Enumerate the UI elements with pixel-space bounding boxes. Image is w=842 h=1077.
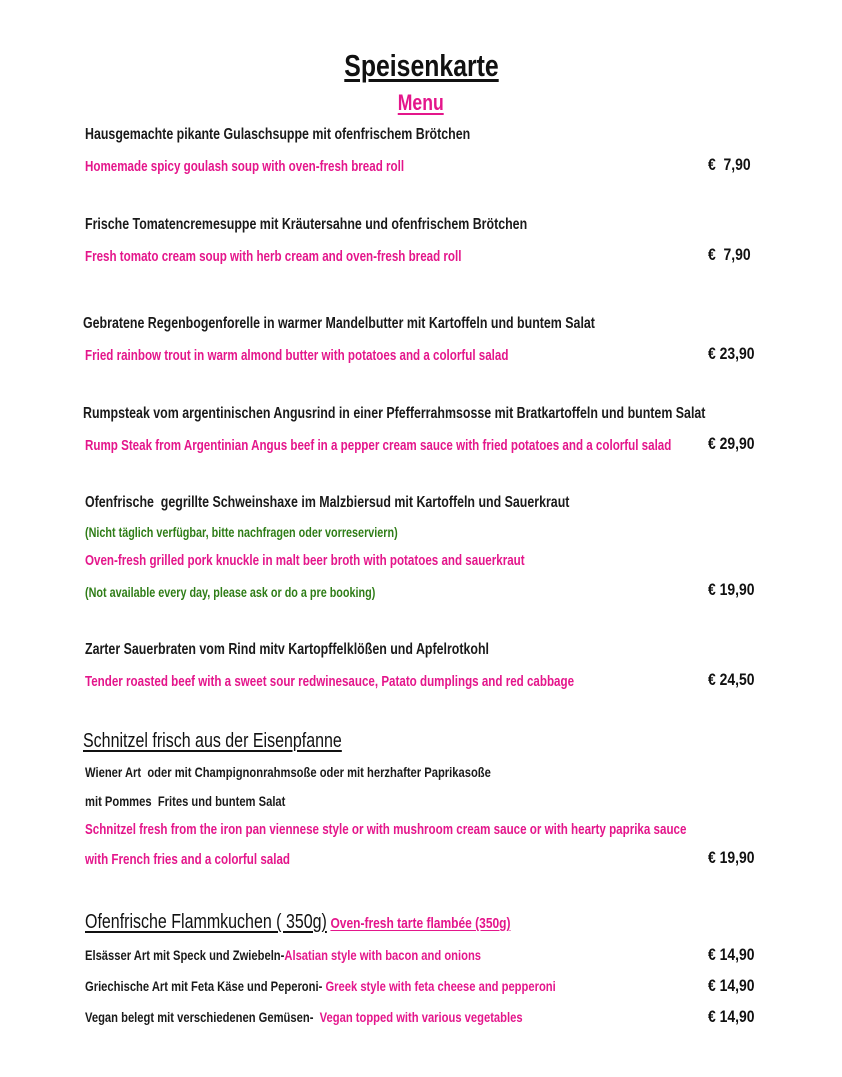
page-title-wrap (0, 48, 842, 84)
page-subtitle-wrap (0, 90, 842, 116)
dish-sauerbraten-price: € 24,50 (708, 670, 755, 689)
dish-goulash-price: € 7,90 (708, 155, 751, 174)
schnitzel-en-line1: Schnitzel fresh from the iron pan viennese style or with mushroom cream sauce or with hearty paprika sauce (85, 822, 687, 838)
dish-pork-knuckle-note-de: (Nicht täglich verfügbar, bitte nachfragen oder vorreserviern) (85, 525, 398, 540)
flammkuchen-heading-en: Oven-fresh tarte flambée (350g) (330, 915, 511, 932)
dish-pork-knuckle-price: € 19,90 (708, 580, 755, 599)
dish-rumpsteak-price: € 29,90 (708, 434, 755, 453)
dish-trout-price: € 23,90 (708, 344, 755, 363)
flammkuchen-item-greek: Griechische Art mit Feta Käse und Peperoni- Greek style with feta cheese and pepperoni (85, 978, 556, 994)
flammkuchen-heading-de: Ofenfrische Flammkuchen ( 350g) (85, 911, 327, 933)
schnitzel-heading: Schnitzel frisch aus der Eisenpfanne (83, 730, 342, 752)
dish-tomato-de: Frische Tomatencremesuppe mit Kräutersahne und ofenfrischem Brötchen (85, 216, 528, 233)
dish-tomato-en: Fresh tomato cream soup with herb cream and oven-fresh bread roll (85, 249, 462, 265)
flammkuchen-alsatian-price: € 14,90 (708, 945, 755, 964)
page-title: Speisenkarte (343, 48, 499, 83)
dish-rumpsteak-en: Rump Steak from Argentinian Angus beef in a pepper cream sauce with fried potatoes and a colorful salad (85, 438, 672, 454)
dish-goulash-en: Homemade spicy goulash soup with oven-fresh bread roll (85, 159, 405, 175)
flammkuchen-vegan-price: € 14,90 (708, 1007, 755, 1026)
dish-pork-knuckle-de: Ofenfrische gegrillte Schweinshaxe im Malzbiersud mit Kartoffeln und Sauerkraut (85, 494, 570, 511)
dish-trout-de: Gebratene Regenbogenforelle in warmer Mandelbutter mit Kartoffeln und buntem Salat (83, 315, 595, 332)
dish-pork-knuckle-en: Oven-fresh grilled pork knuckle in malt beer broth with potatoes and sauerkraut (85, 553, 525, 569)
flammkuchen-item-alsatian: Elsässer Art mit Speck und Zwiebeln-Alsatian style with bacon and onions (85, 947, 482, 963)
schnitzel-de-line1: Wiener Art oder mit Champignonrahmsoße oder mit herzhafter Paprikasoße (85, 764, 491, 780)
dish-trout-en: Fried rainbow trout in warm almond butter with potatoes and a colorful salad (85, 348, 509, 364)
schnitzel-price: € 19,90 (708, 848, 755, 867)
dish-pork-knuckle-note-en: (Not available every day, please ask or do a pre booking) (85, 585, 376, 600)
schnitzel-en-line2: with French fries and a colorful salad (85, 852, 290, 868)
dish-tomato-price: € 7,90 (708, 245, 751, 264)
dish-sauerbraten-en: Tender roasted beef with a sweet sour redwinesauce, Patato dumplings and red cabbage (85, 674, 575, 690)
dish-sauerbraten-de: Zarter Sauerbraten vom Rind mitv Kartopffelklößen und Apfelrotkohl (85, 641, 489, 658)
flammkuchen-greek-price: € 14,90 (708, 976, 755, 995)
flammkuchen-item-vegan: Vegan belegt mit verschiedenen Gemüsen- Vegan topped with various vegetables (85, 1009, 523, 1025)
page-subtitle: Menu (398, 90, 444, 115)
schnitzel-de-line2: mit Pommes Frites und buntem Salat (85, 793, 286, 809)
dish-goulash-de: Hausgemachte pikante Gulaschsuppe mit ofenfrischem Brötchen (85, 126, 471, 143)
flammkuchen-heading (85, 911, 617, 934)
dish-rumpsteak-de: Rumpsteak vom argentinischen Angusrind in einer Pfefferrahmsosse mit Bratkartoffeln und buntem Salat (83, 405, 706, 422)
